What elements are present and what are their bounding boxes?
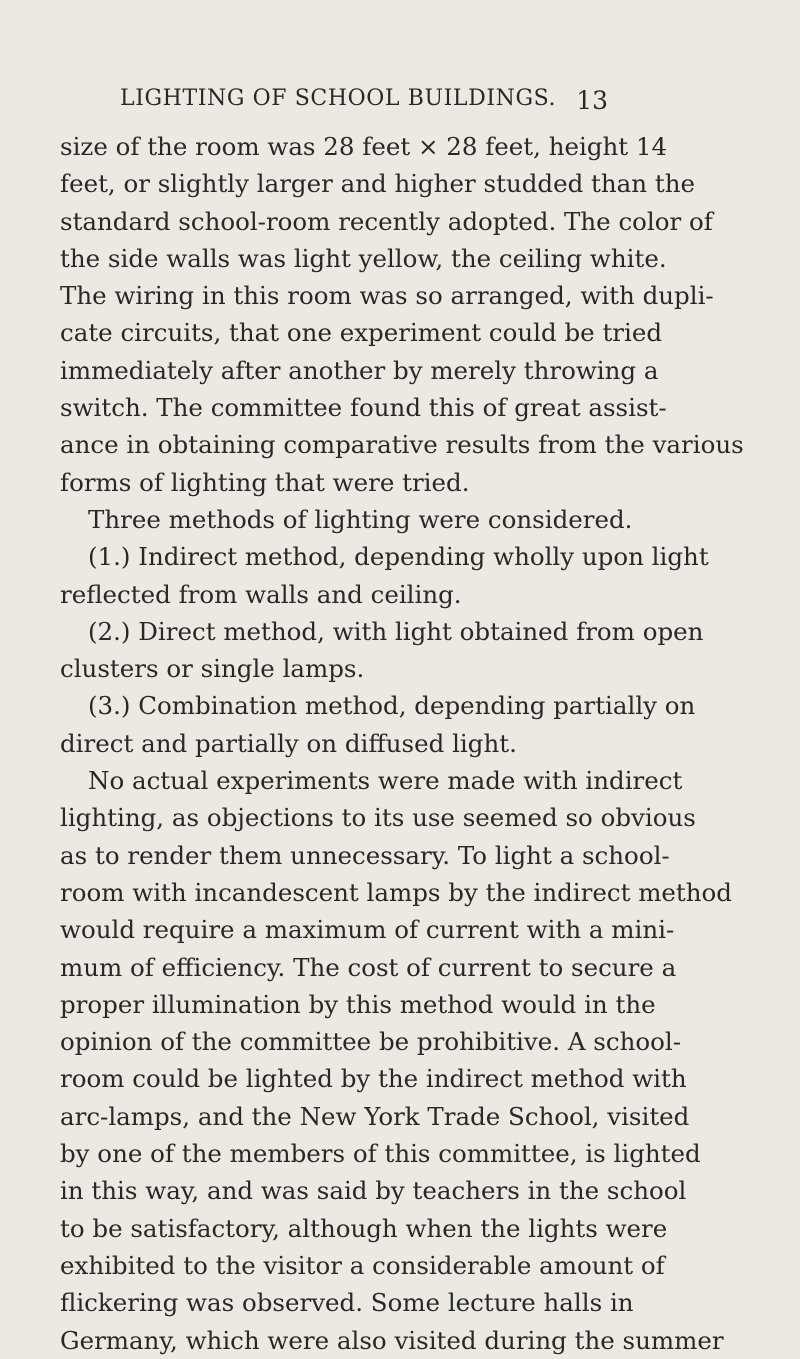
text-line: room could be lighted by the indirect method with	[60, 1064, 687, 1094]
text-line: size of the room was 28 feet × 28 feet, height 14	[60, 132, 668, 161]
text-line: The wiring in this room was so arranged, with dupli-	[60, 281, 714, 311]
text-line: in this way, and was said by teachers in the school	[60, 1176, 687, 1206]
running-title: LIGHTING OF SCHOOL BUILDINGS.	[120, 86, 557, 111]
text-line: Three methods of lighting were considered.	[88, 504, 633, 534]
text-line: (3.) Combination method, depending partially on	[88, 691, 696, 721]
text-line: arc-lamps, and the New York Trade School, visited	[60, 1101, 690, 1131]
text-line: forms of lighting that were tried.	[60, 467, 470, 497]
text-line: the side walls was light yellow, the ceiling white.	[60, 243, 667, 273]
text-line: clusters or single lamps.	[60, 654, 365, 684]
text-line: would require a maximum of current with a mini-	[60, 915, 675, 945]
text-line: flickering was observed. Some lecture halls in	[60, 1288, 634, 1318]
text-line: cate circuits, that one experiment could be tried	[60, 318, 663, 348]
text-line: lighting, as objections to its use seemed so obvious	[60, 803, 696, 833]
page-number: 13	[576, 86, 608, 115]
text-line: exhibited to the visitor a considerable amount of	[60, 1250, 665, 1280]
page-header	[0, 86, 800, 126]
text-line: Germany, which were also visited during the summer	[60, 1325, 724, 1355]
text-line: reflected from walls and ceiling.	[60, 579, 462, 609]
text-line: direct and partially on diffused light.	[60, 728, 517, 758]
text-line: (2.) Direct method, with light obtained from open	[88, 616, 704, 646]
text-line: feet, or slightly larger and higher studded than the	[60, 169, 695, 199]
text-line: standard school-room recently adopted. The color of	[60, 206, 713, 236]
text-line: proper illumination by this method would in the	[60, 989, 656, 1019]
text-line: as to render them unnecessary. To light a school-	[60, 840, 670, 870]
text-line: mum of efficiency. The cost of current to secure a	[60, 952, 677, 982]
text-line: No actual experiments were made with indirect	[88, 766, 683, 796]
body-text	[60, 128, 744, 1359]
text-line: immediately after another by merely throwing a	[60, 355, 659, 385]
text-line: to be satisfactory, although when the lights were	[60, 1213, 668, 1243]
text-line: ance in obtaining comparative results from the various	[60, 430, 744, 460]
text-line: opinion of the committee be prohibitive. A school-	[60, 1027, 681, 1057]
text-line: room with incandescent lamps by the indirect method	[60, 877, 732, 907]
text-line: (1.) Indirect method, depending wholly upon light	[88, 542, 709, 572]
text-line: by one of the members of this committee, is lighted	[60, 1139, 701, 1169]
text-line: switch. The committee found this of great assist-	[60, 393, 667, 423]
